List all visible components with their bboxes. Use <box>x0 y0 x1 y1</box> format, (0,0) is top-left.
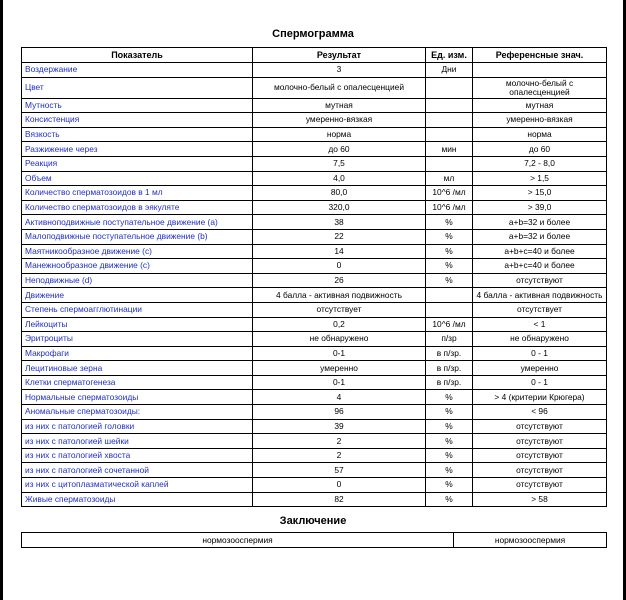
row-result: 80,0 <box>253 186 426 201</box>
row-reference: > 58 <box>473 492 607 507</box>
row-reference: a+b+c=40 и более <box>473 244 607 259</box>
row-result: 4 балла - активная подвижность <box>253 288 426 303</box>
header-parameter: Показатель <box>22 48 253 63</box>
row-parameter: Движение <box>22 288 253 303</box>
row-parameter: Неподвижные (d) <box>22 273 253 288</box>
table-header-row <box>22 48 607 63</box>
row-parameter: Разжижение через <box>22 142 253 157</box>
row-result: 96 <box>253 405 426 420</box>
row-parameter: Лейкоциты <box>22 317 253 332</box>
row-parameter: Количество сперматозоидов в 1 мл <box>22 186 253 201</box>
row-unit: % <box>426 229 473 244</box>
row-unit: % <box>426 434 473 449</box>
table-row <box>22 186 607 201</box>
row-parameter: Консистенция <box>22 113 253 128</box>
row-unit: % <box>426 259 473 274</box>
row-reference: > 4 (критерии Крюгера) <box>473 390 607 405</box>
conclusion-title: Заключение <box>279 515 347 527</box>
row-parameter: из них с цитоплазматической каплей <box>22 478 253 493</box>
table-row <box>22 419 607 434</box>
row-result: 57 <box>253 463 426 478</box>
table-row <box>22 171 607 186</box>
row-reference: норма <box>473 127 607 142</box>
row-result: 4 <box>253 390 426 405</box>
table-row <box>22 113 607 128</box>
row-reference: отсутствуют <box>473 448 607 463</box>
row-reference: молочно-белый с опалесценцией <box>473 77 607 98</box>
row-result: норма <box>253 127 426 142</box>
row-result: 0-1 <box>253 375 426 390</box>
row-result: мутная <box>253 98 426 113</box>
row-reference: a+b=32 и более <box>473 215 607 230</box>
row-result: 38 <box>253 215 426 230</box>
row-parameter: Степень спермоагглютинации <box>22 302 253 317</box>
table-row <box>22 463 607 478</box>
conclusion-table <box>21 532 607 548</box>
row-parameter: Нормальные сперматозоиды <box>22 390 253 405</box>
row-parameter: Малоподвижные поступательное движение (b) <box>22 229 253 244</box>
row-unit <box>426 98 473 113</box>
row-reference: < 96 <box>473 405 607 420</box>
row-result: 39 <box>253 419 426 434</box>
row-parameter: из них с патологией сочетанной <box>22 463 253 478</box>
table-row <box>22 127 607 142</box>
table-row <box>22 317 607 332</box>
row-unit: в п/зр. <box>426 375 473 390</box>
table-row <box>22 244 607 259</box>
row-unit: % <box>426 478 473 493</box>
row-reference: не обнаружено <box>473 332 607 347</box>
row-unit <box>426 113 473 128</box>
table-row <box>22 361 607 376</box>
row-unit: % <box>426 463 473 478</box>
row-unit: % <box>426 492 473 507</box>
row-parameter: Эритроциты <box>22 332 253 347</box>
row-result: 0-1 <box>253 346 426 361</box>
row-unit: % <box>426 215 473 230</box>
row-unit: % <box>426 390 473 405</box>
row-unit: % <box>426 273 473 288</box>
row-unit: мин <box>426 142 473 157</box>
row-result: 2 <box>253 434 426 449</box>
row-parameter: из них с патологией головки <box>22 419 253 434</box>
conclusion-result: нормозооспермия <box>22 533 454 548</box>
row-parameter: Макрофаги <box>22 346 253 361</box>
row-unit: в п/зр. <box>426 346 473 361</box>
row-result: умеренно <box>253 361 426 376</box>
table-row <box>22 215 607 230</box>
table-row <box>22 142 607 157</box>
row-reference: умеренно <box>473 361 607 376</box>
row-parameter: Активноподвижные поступательное движение (a) <box>22 215 253 230</box>
table-row <box>22 492 607 507</box>
table-row <box>22 200 607 215</box>
row-unit: % <box>426 419 473 434</box>
row-result: отсутствует <box>253 302 426 317</box>
table-row <box>22 156 607 171</box>
header-reference: Референсные знач. <box>473 48 607 63</box>
row-unit: 10^6 /мл <box>426 200 473 215</box>
row-result: 3 <box>253 63 426 78</box>
header-result: Результат <box>253 48 426 63</box>
row-reference: отсутствуют <box>473 434 607 449</box>
row-result: 0 <box>253 478 426 493</box>
row-reference: мутная <box>473 98 607 113</box>
page-title: Спермограмма <box>272 28 354 40</box>
table-row <box>22 478 607 493</box>
row-parameter: Живые сперматозоиды <box>22 492 253 507</box>
table-row <box>22 288 607 303</box>
row-reference: 0 - 1 <box>473 375 607 390</box>
row-parameter: Реакция <box>22 156 253 171</box>
row-parameter: Вязкость <box>22 127 253 142</box>
row-result: 82 <box>253 492 426 507</box>
row-result: 7,5 <box>253 156 426 171</box>
row-unit <box>426 77 473 98</box>
row-unit: Дни <box>426 63 473 78</box>
row-parameter: Мутность <box>22 98 253 113</box>
table-row <box>22 63 607 78</box>
table-row <box>22 346 607 361</box>
left-border <box>0 0 3 600</box>
row-reference: отсутствуют <box>473 273 607 288</box>
row-parameter: Маятникообразное движение (c) <box>22 244 253 259</box>
row-result: умеренно-вязкая <box>253 113 426 128</box>
row-reference: до 60 <box>473 142 607 157</box>
row-reference: отсутствуют <box>473 419 607 434</box>
conclusion-reference: нормозооспермия <box>454 533 607 548</box>
row-unit: в п/зр. <box>426 361 473 376</box>
row-unit: 10^6 /мл <box>426 317 473 332</box>
row-result: 320,0 <box>253 200 426 215</box>
row-result: молочно-белый с опалесценцией <box>253 77 426 98</box>
row-parameter: Лецитиновые зерна <box>22 361 253 376</box>
row-reference: отсутствует <box>473 302 607 317</box>
row-parameter: Воздержание <box>22 63 253 78</box>
row-result: не обнаружено <box>253 332 426 347</box>
row-result: 2 <box>253 448 426 463</box>
conclusion-row <box>22 533 607 548</box>
table-row <box>22 332 607 347</box>
results-table <box>21 47 607 507</box>
row-parameter: Аномальные сперматозоиды: <box>22 405 253 420</box>
table-row <box>22 273 607 288</box>
row-reference: отсутствуют <box>473 463 607 478</box>
table-row <box>22 77 607 98</box>
row-reference: умеренно-вязкая <box>473 113 607 128</box>
row-reference: отсутствуют <box>473 478 607 493</box>
row-reference: > 15,0 <box>473 186 607 201</box>
row-unit: п/зр <box>426 332 473 347</box>
row-reference: 4 балла - активная подвижность <box>473 288 607 303</box>
table-row <box>22 259 607 274</box>
row-unit: % <box>426 405 473 420</box>
header-unit: Ед. изм. <box>426 48 473 63</box>
row-unit: мл <box>426 171 473 186</box>
row-reference: 7,2 - 8,0 <box>473 156 607 171</box>
table-row <box>22 390 607 405</box>
row-reference: > 1,5 <box>473 171 607 186</box>
row-unit: % <box>426 244 473 259</box>
row-reference <box>473 63 607 78</box>
row-unit <box>426 127 473 142</box>
row-reference: > 39,0 <box>473 200 607 215</box>
row-reference: 0 - 1 <box>473 346 607 361</box>
row-unit <box>426 302 473 317</box>
table-row <box>22 375 607 390</box>
row-unit: % <box>426 448 473 463</box>
table-row <box>22 302 607 317</box>
table-row <box>22 229 607 244</box>
row-reference: a+b=32 и более <box>473 229 607 244</box>
row-result: до 60 <box>253 142 426 157</box>
row-result: 22 <box>253 229 426 244</box>
row-result: 14 <box>253 244 426 259</box>
row-parameter: из них с патологией шейки <box>22 434 253 449</box>
row-result: 26 <box>253 273 426 288</box>
row-unit <box>426 156 473 171</box>
table-row <box>22 434 607 449</box>
row-unit <box>426 288 473 303</box>
table-row <box>22 405 607 420</box>
row-result: 0 <box>253 259 426 274</box>
row-reference: < 1 <box>473 317 607 332</box>
row-unit: 10^6 /мл <box>426 186 473 201</box>
table-row <box>22 448 607 463</box>
row-parameter: Объем <box>22 171 253 186</box>
row-result: 4,0 <box>253 171 426 186</box>
row-parameter: Манежнообразное движение (c) <box>22 259 253 274</box>
row-parameter: Цвет <box>22 77 253 98</box>
table-row <box>22 98 607 113</box>
row-parameter: из них с патологией хвоста <box>22 448 253 463</box>
row-result: 0,2 <box>253 317 426 332</box>
row-parameter: Клетки сперматогенеза <box>22 375 253 390</box>
row-reference: a+b+c=40 и более <box>473 259 607 274</box>
row-parameter: Количество сперматозоидов в эякуляте <box>22 200 253 215</box>
